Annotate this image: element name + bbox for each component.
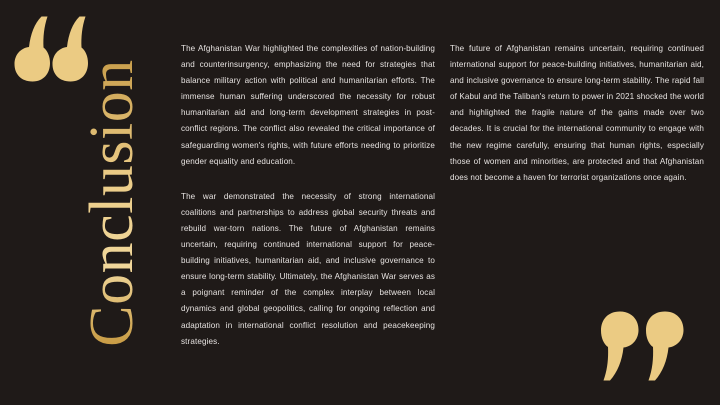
body-column-right	[450, 41, 704, 186]
quote-close-icon	[598, 311, 692, 381]
paragraph: The future of Afghanistan remains uncertain, requiring continued international support for peace-building initiatives, humanitarian aid, and inclusive governance to ensure long-term stability. The rapid fall of Kabul and the Taliban's return to power in 2021 shocked the world and highlighted the fragile nature of the gains made over two decades. It is crucial for the international community to engage with the new regime carefully, ensuring that human rights, especially those of women and minorities, are protected and that Afghanistan does not become a haven for terrorist organizations once again.	[450, 44, 704, 182]
body-column-left	[181, 41, 435, 350]
page-title: Conclusion	[77, 58, 146, 347]
paragraph: The Afghanistan War highlighted the complexities of nation-building and counterinsurgency, emphasizing the need for strategies that balance military action with political and humanitarian efforts. The immense human suffering underscored the necessity for robust humanitarian aid and long-term development strategies in post-conflict regions. The conflict also revealed the critical importance of safeguarding women's rights, with future efforts needing to prioritize gender equality and education.	[181, 44, 435, 166]
slide-title-area	[0, 0, 175, 405]
paragraph: The war demonstrated the necessity of strong international coalitions and partnerships to address global security threats and rebuild war-torn nations. The future of Afghanistan remains uncertain, requiring continued international support for peace-building initiatives, humanitarian aid, and inclusive governance to ensure long-term stability. Ultimately, the Afghanistan War serves as a poignant reminder of the complex interplay between local dynamics and global geopolitics, calling for ongoing reflection and adaptation in international conflict resolution and peacekeeping strategies.	[181, 191, 435, 346]
